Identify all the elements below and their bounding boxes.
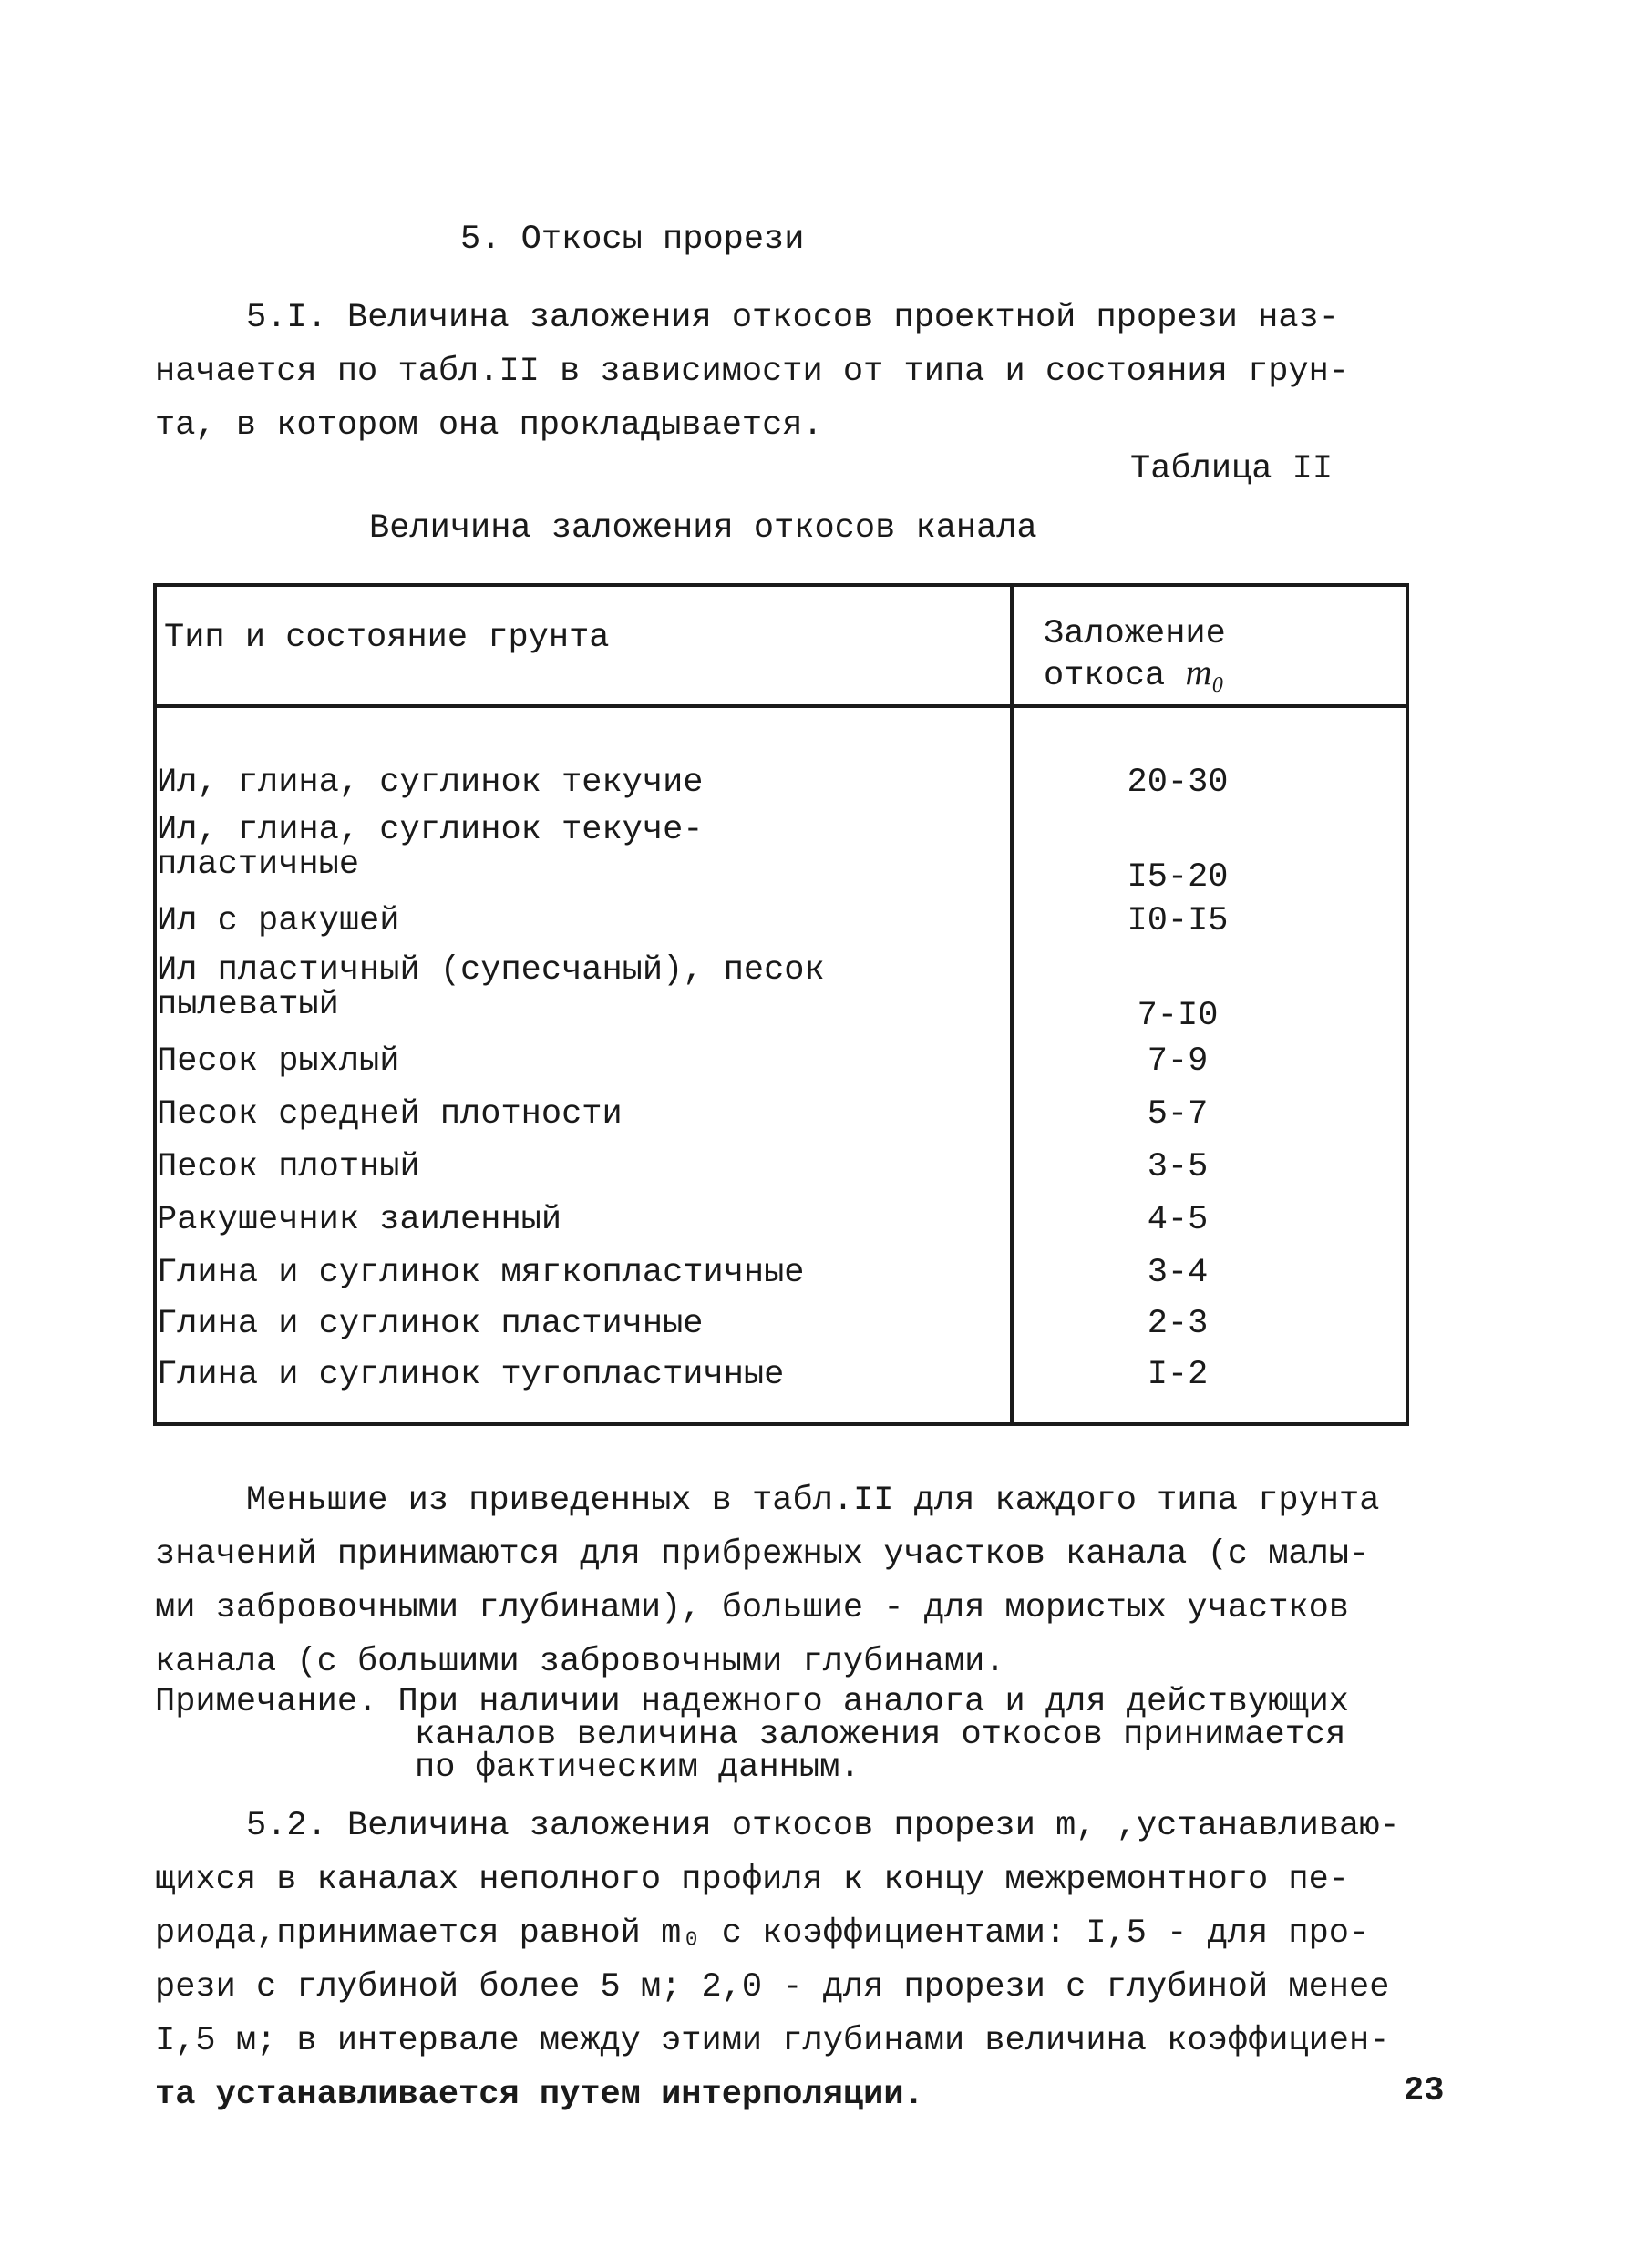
- note: [155, 1683, 1350, 1787]
- note-line: по фактическим данным.: [415, 1749, 860, 1787]
- m0-symbol: m₀: [1185, 652, 1225, 693]
- paragraph-3-line: I,5 м; в интервале между этими глубинами величина коэффициен-: [155, 2022, 1390, 2060]
- row-soil-name: [157, 1307, 977, 1341]
- row-slope-value: 3-5: [1147, 1148, 1209, 1186]
- row-soil-name: [157, 813, 977, 882]
- note-line: Примечание. При наличии надежного аналога и для действующих: [155, 1683, 1350, 1721]
- paragraph-1-line: начается по табл.II в зависимости от типа и состояния грун-: [155, 353, 1350, 391]
- row-soil-name-line: Глина и суглинок мягкопластичные: [157, 1254, 805, 1292]
- note-line: каналов величина заложения откосов принимается: [415, 1716, 1346, 1754]
- paragraph-3-line: та устанавливается путем интерполяции.: [155, 2076, 924, 2114]
- row-soil-name: [157, 1044, 977, 1079]
- table-header-soil-type: Тип и состояние грунта: [164, 619, 610, 657]
- row-soil-name: [157, 1358, 977, 1392]
- row-slope-value: 7-I0: [1137, 997, 1219, 1035]
- table-column-divider: [1010, 583, 1014, 1426]
- paragraph-1: [155, 292, 1422, 453]
- row-soil-name: [157, 1097, 977, 1132]
- paragraph-2-line: ми забровочными глубинами), большие - для мористых участков: [155, 1589, 1350, 1627]
- row-soil-name-line: Ракушечник заиленный: [157, 1201, 562, 1239]
- table-header-slope-label: откоса: [1044, 657, 1166, 695]
- paragraph-3-line: щихся в каналах неполного профиля к концу межремонтного пе-: [155, 1861, 1350, 1899]
- paragraph-1-line: 5.I. Величина заложения откосов проектной прорези наз-: [246, 299, 1339, 337]
- row-soil-name-line: Глина и суглинок пластичные: [157, 1305, 704, 1343]
- paragraph-2-line: Меньшие из приведенных в табл.II для каждого типа грунта: [246, 1482, 1380, 1520]
- row-soil-name-line: Песок рыхлый: [157, 1042, 400, 1081]
- page-number: 23: [1404, 2072, 1445, 2110]
- row-soil-name: [157, 1150, 977, 1185]
- table-header-slope-line2: [1044, 653, 1226, 695]
- row-slope-value: 5-7: [1147, 1095, 1209, 1134]
- row-soil-name-line: Песок средней плотности: [157, 1095, 623, 1134]
- row-soil-name: [157, 765, 977, 800]
- paragraph-3: [155, 1800, 1449, 2122]
- section-heading: 5. Откосы прорези: [460, 221, 805, 259]
- paragraph-2: [155, 1474, 1449, 1689]
- row-soil-name-line: Ил, глина, суглинок текуче-: [157, 811, 704, 849]
- row-soil-name-line: Ил, глина, суглинок текучие: [157, 764, 704, 802]
- table-header-slope-line1: Заложение: [1044, 615, 1226, 653]
- row-soil-name-line: Песок плотный: [157, 1148, 420, 1186]
- row-soil-name-line: пылеватый: [157, 986, 339, 1024]
- paragraph-3-line: рези с глубиной более 5 м; 2,0 - для прорези с глубиной менее: [155, 1968, 1390, 2006]
- table-number: Таблица II: [1130, 450, 1334, 488]
- row-soil-name: [157, 953, 977, 1022]
- row-slope-value: I5-20: [1127, 858, 1229, 897]
- row-slope-value: 4-5: [1147, 1201, 1209, 1239]
- row-slope-value: 7-9: [1147, 1042, 1209, 1081]
- table-header-slope: [1044, 615, 1226, 695]
- paragraph-2-line: канала (с большими забровочными глубинами.: [155, 1643, 1005, 1681]
- table-header-divider: [153, 704, 1409, 708]
- row-soil-name-line: пластичные: [157, 846, 360, 884]
- row-slope-value: 2-3: [1147, 1305, 1209, 1343]
- table-caption: Величина заложения откосов канала: [369, 509, 1037, 548]
- paragraph-1-line: та, в котором она прокладывается.: [155, 406, 823, 445]
- paragraph-3-line: риода,принимается равной m₀ с коэффициентами: I,5 - для про-: [155, 1914, 1370, 1953]
- row-soil-name-line: Ил с ракушей: [157, 902, 400, 940]
- row-soil-name-line: Ил пластичный (супесчаный), песок: [157, 951, 825, 990]
- row-soil-name: [157, 1256, 977, 1290]
- row-soil-name: [157, 1203, 977, 1237]
- row-slope-value: 20-30: [1127, 764, 1229, 802]
- paragraph-2-line: значений принимаются для прибрежных участков канала (с малы-: [155, 1535, 1370, 1574]
- row-slope-value: I0-I5: [1127, 902, 1229, 940]
- paragraph-3-line: 5.2. Величина заложения откосов прорези m, ,устанавливаю-: [246, 1807, 1400, 1845]
- row-slope-value: 3-4: [1147, 1254, 1209, 1292]
- row-slope-value: I-2: [1147, 1356, 1209, 1394]
- row-soil-name: [157, 904, 977, 939]
- row-soil-name-line: Глина и суглинок тугопластичные: [157, 1356, 785, 1394]
